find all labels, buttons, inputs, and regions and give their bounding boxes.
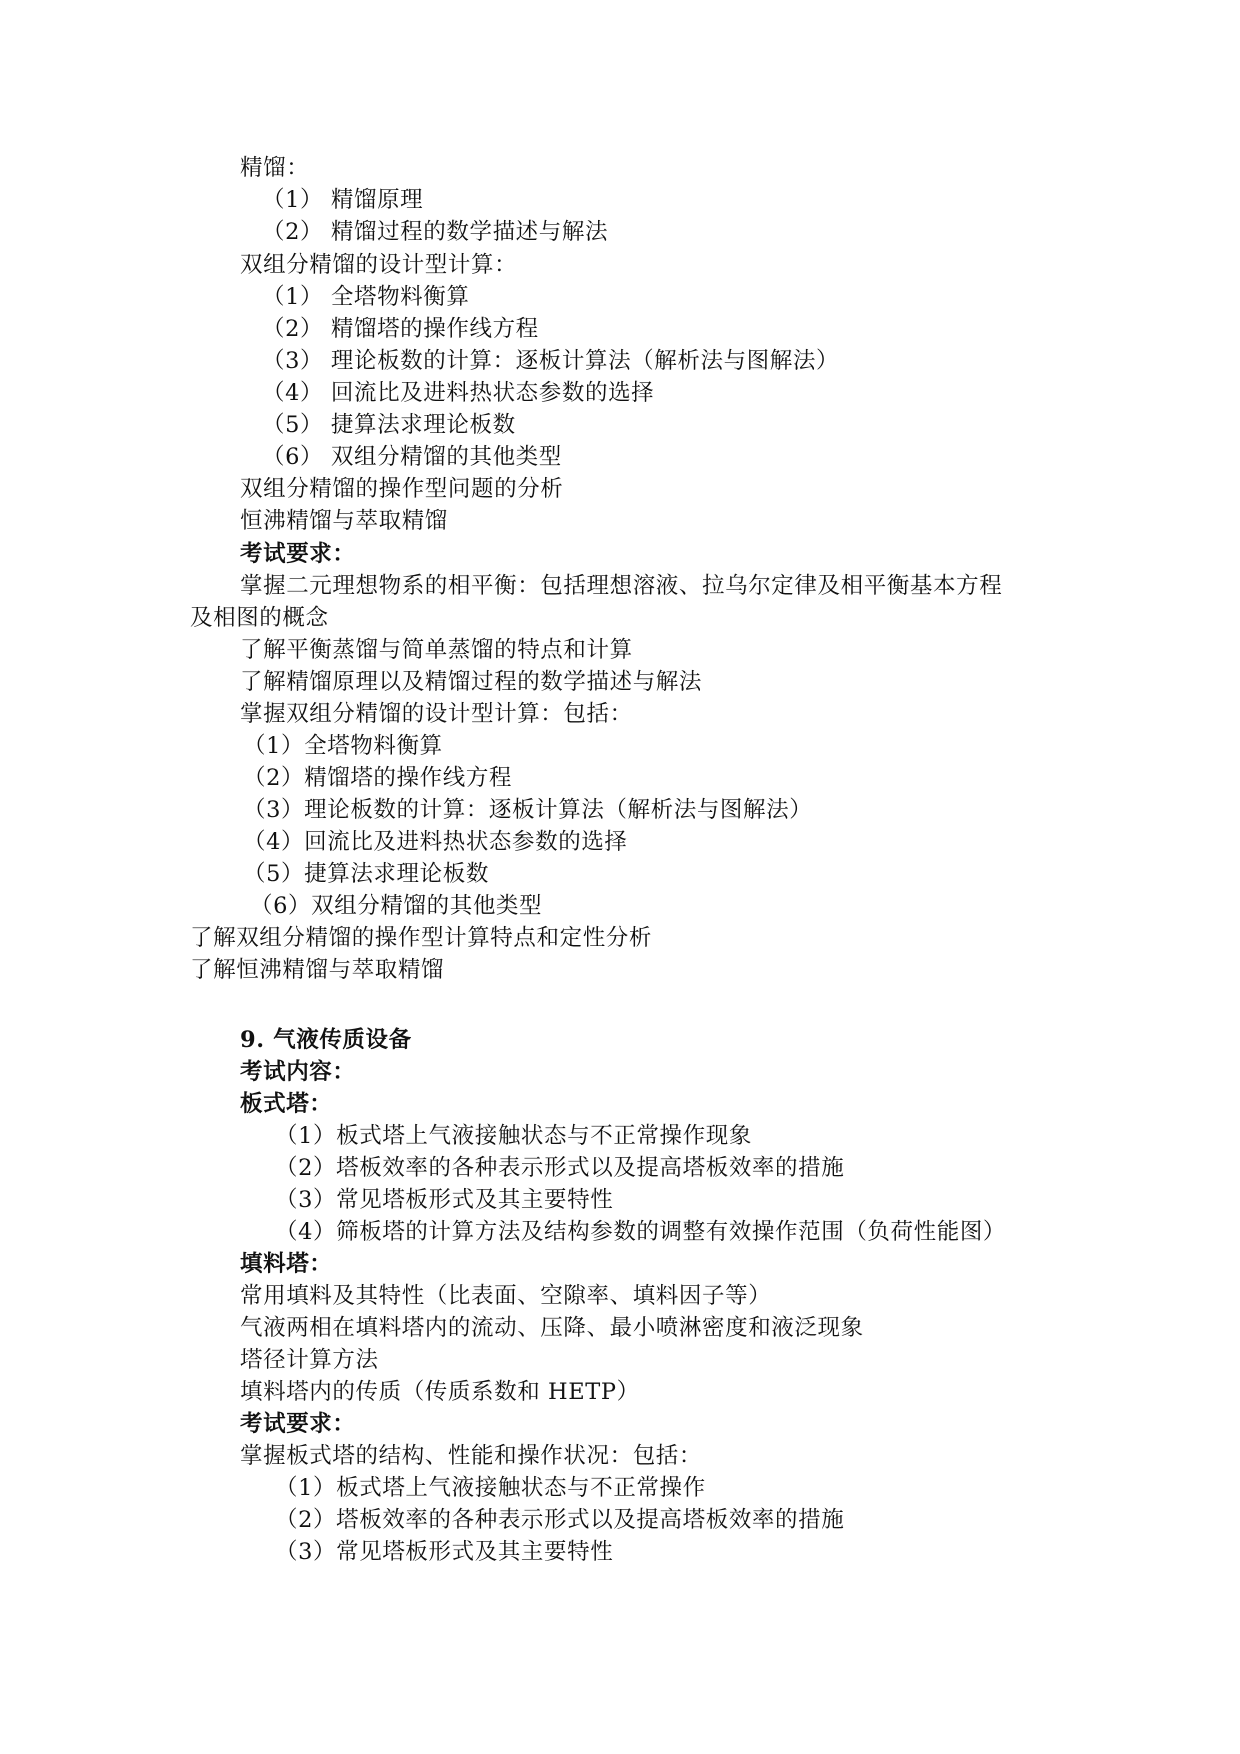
list-item: （1）板式塔上气液接触状态与不正常操作 [275,1475,706,1501]
list-item: （3）常见塔板形式及其主要特性 [275,1187,614,1213]
heading-distillation: 精馏： [240,155,310,181]
list-item: （4） 回流比及进料热状态参数的选择 [262,380,655,406]
paragraph-line: 及相图的概念 [190,605,329,631]
list-item: （3）理论板数的计算：逐板计算法（解析法与图解法） [243,797,813,823]
paragraph-line: 气液两相在填料塔内的流动、压降、最小喷淋密度和液泛现象 [240,1315,864,1341]
list-item: （3）常见塔板形式及其主要特性 [275,1539,614,1565]
heading-exam-content: 考试内容： [240,1059,356,1085]
paragraph-line: 恒沸精馏与萃取精馏 [240,508,448,534]
heading-exam-requirements: 考试要求： [240,541,356,567]
heading-packed-column: 填料塔： [240,1251,333,1277]
list-item: （2）塔板效率的各种表示形式以及提高塔板效率的措施 [275,1155,845,1181]
list-item: （5） 捷算法求理论板数 [262,412,516,438]
heading-exam-requirements: 考试要求： [240,1411,356,1437]
list-item: （1） 精馏原理 [262,187,424,213]
list-item: （6）双组分精馏的其他类型 [250,893,543,919]
paragraph-line: 了解平衡蒸馏与简单蒸馏的特点和计算 [240,637,633,663]
list-item: （5）捷算法求理论板数 [243,861,489,887]
list-item: （4）回流比及进料热状态参数的选择 [243,829,628,855]
paragraph-line: 了解恒沸精馏与萃取精馏 [190,957,445,983]
paragraph-line: 常用填料及其特性（比表面、空隙率、填料因子等） [240,1283,772,1309]
section-heading-gas-liquid-equipment: 9. 气液传质设备 [240,1027,412,1053]
list-item: （2）塔板效率的各种表示形式以及提高塔板效率的措施 [275,1507,845,1533]
list-item: （6） 双组分精馏的其他类型 [262,444,562,470]
list-item: （2） 精馏过程的数学描述与解法 [262,219,609,245]
heading-plate-column: 板式塔： [240,1091,333,1117]
list-item: （1）全塔物料衡算 [243,733,443,759]
paragraph-line: 塔径计算方法 [240,1347,379,1373]
paragraph-line: 双组分精馏的操作型问题的分析 [240,476,564,502]
list-item: （2） 精馏塔的操作线方程 [262,316,539,342]
heading-design-calculation: 双组分精馏的设计型计算： [240,252,518,278]
list-item: （1） 全塔物料衡算 [262,284,470,310]
paragraph-line: 掌握板式塔的结构、性能和操作状况：包括： [240,1443,703,1469]
list-item: （3） 理论板数的计算：逐板计算法（解析法与图解法） [262,348,840,374]
paragraph-line: 了解双组分精馏的操作型计算特点和定性分析 [190,925,653,951]
list-item: （2）精馏塔的操作线方程 [243,765,513,791]
list-item: （1）板式塔上气液接触状态与不正常操作现象 [275,1123,752,1149]
paragraph-line: 掌握二元理想物系的相平衡：包括理想溶液、拉乌尔定律及相平衡基本方程 [240,573,1003,599]
paragraph-line: 了解精馏原理以及精馏过程的数学描述与解法 [240,669,703,695]
list-item: （4）筛板塔的计算方法及结构参数的调整有效操作范围（负荷性能图） [275,1219,1007,1245]
paragraph-line: 填料塔内的传质（传质系数和 HETP） [240,1379,640,1405]
paragraph-line: 掌握双组分精馏的设计型计算：包括： [240,701,633,727]
